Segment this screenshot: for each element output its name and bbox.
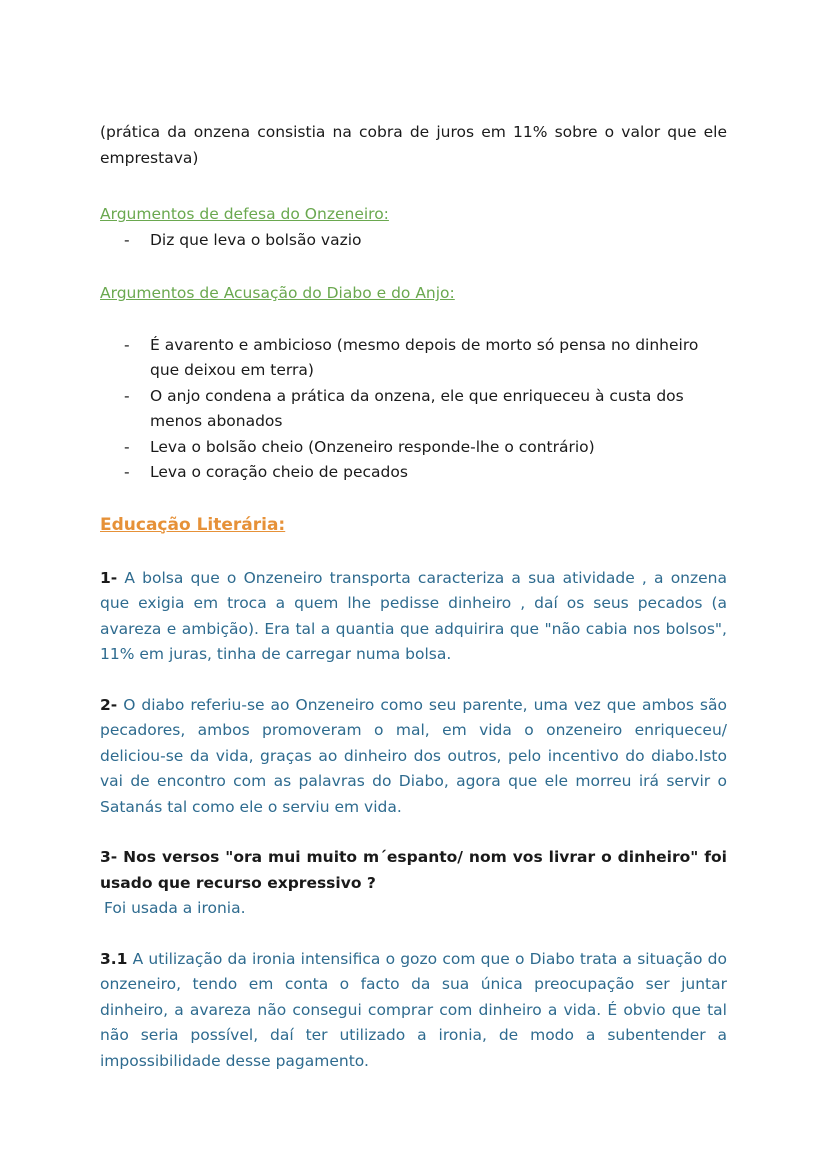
question-3: 3- Nos versos "ora mui muito m´espanto/ nom vos livrar o dinheiro" foi usado que recurso expressivo ? (100, 848, 727, 892)
answer-3: Foi usada a ironia. (104, 899, 246, 917)
defesa-item: - Diz que leva o bolsão vazio (124, 230, 362, 249)
acusacao-list (100, 333, 727, 486)
acusacao-item: - Leva o coração cheio de pecados (124, 463, 408, 481)
educacao-heading: Educação Literária: (100, 514, 286, 535)
answer-2: 2- O diabo referiu-se ao Onzeneiro como seu parente, uma vez que ambos são pecadores, ambos promoveram o mal, em vida o onzeneiro enriqueceu/ deliciou-se da vida, graças ao dinheiro dos outros, pelo incentivo do diabo.Isto vai de encontro com as palavras do Diabo, agora que ele morreu irá servir o Satanás tal como ele o serviu em vida. (100, 695, 727, 816)
acusacao-item: - Leva o bolsão cheio (Onzeneiro responde-lhe o contrário) (124, 437, 595, 456)
acusacao-item: - É avarento e ambicioso (mesmo depois de morto só pensa no dinheiro que deixou em terra) (124, 335, 699, 379)
answer-1: 1- A bolsa que o Onzeneiro transporta caracteriza a sua atividade , a onzena que exigia em troca a quem lhe pedisse dinheiro , daí os seus pecados (a avareza e ambição). Era tal a quantia que adquirira que "não cabia nos bolsos", 11% em juras, tinha de carregar numa bolsa. (100, 568, 727, 663)
document-page (100, 120, 727, 1074)
defesa-list (100, 228, 727, 254)
answer-3-1: 3.1 A utilização da ironia intensifica o gozo com que o Diabo trata a situação do onzeneiro, tendo em conta o facto da sua única preocupação ser juntar dinheiro, a avareza não consegui comprar com dinheiro a vida. É obvio que tal não seria possível, daí ter utilizado a ironia, de modo a subentender a impossibilidade desse pagamento. (100, 949, 727, 1070)
acusacao-item: - O anjo condena a prática da onzena, ele que enriqueceu à custa dos menos abonados (124, 386, 684, 430)
acusacao-heading: Argumentos de Acusação do Diabo e do Anjo: (100, 284, 455, 302)
intro-paragraph: (prática da onzena consistia na cobra de juros em 11% sobre o valor que ele emprestava) (100, 123, 727, 167)
defesa-heading: Argumentos de defesa do Onzeneiro: (100, 205, 389, 223)
